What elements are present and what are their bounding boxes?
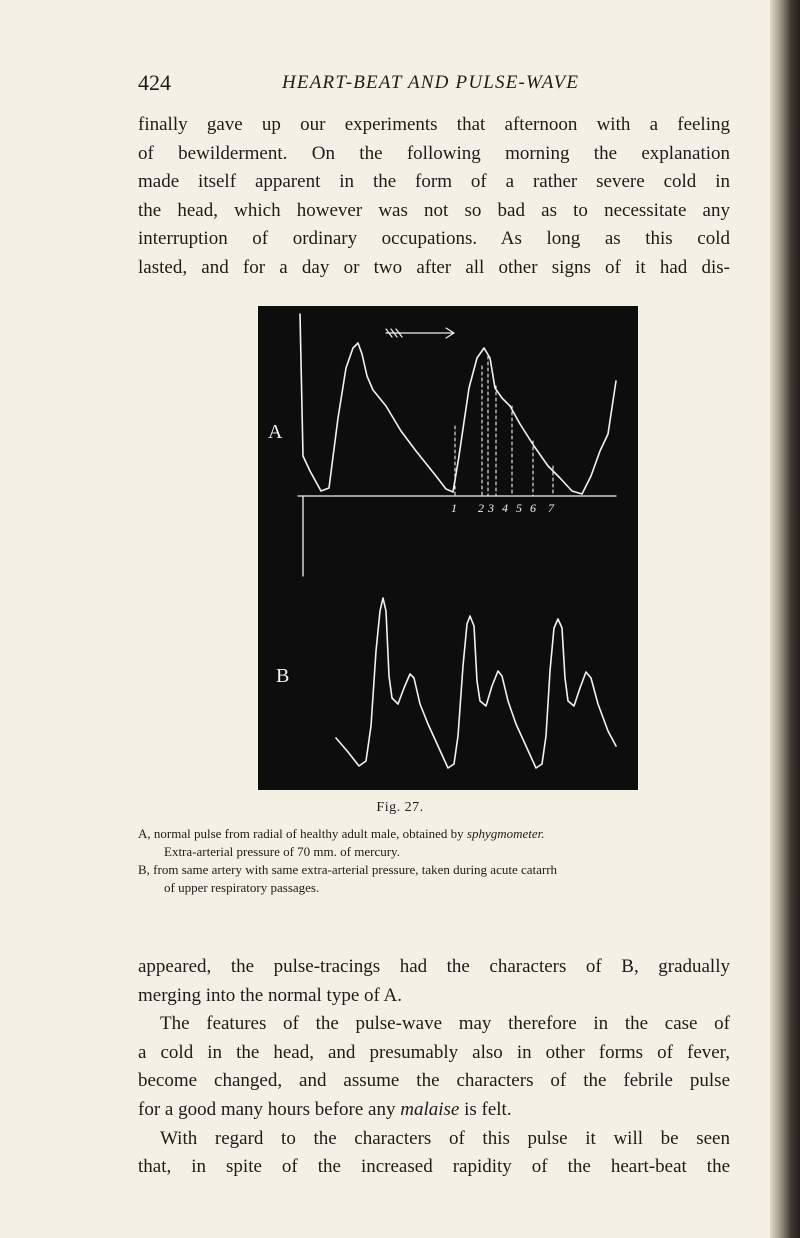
tick-label-3: 3 <box>488 501 494 515</box>
text-line: become changed, and assume the characters of the febrile pulse <box>138 1070 730 1092</box>
caption-a-italic: sphygmometer. <box>466 826 545 841</box>
caption-b-line2: of upper respiratory passages. <box>164 880 320 895</box>
tick-label-7: 7 <box>548 501 554 515</box>
page-edge-shadow <box>770 0 800 1238</box>
label-b: B <box>276 665 290 687</box>
tick-label-4: 4 <box>502 501 508 515</box>
tick-label-6: 6 <box>530 501 536 515</box>
tick-label-1: 1 <box>451 501 457 515</box>
label-a: A <box>268 421 283 443</box>
text-line: interruption of ordinary occupations. As long as this cold <box>138 228 730 250</box>
text-line: merging into the normal type of A. <box>138 984 403 1006</box>
text-line: of bewilderment. On the following morning the explanation <box>138 142 730 164</box>
body-paragraph-bottom <box>138 953 730 1182</box>
caption-a <box>138 825 738 861</box>
text-line: a cold in the head, and presumably also in other forms of fever, <box>138 1041 730 1063</box>
direction-arrow-icon <box>386 328 454 338</box>
tracing-a <box>300 314 616 494</box>
running-title: HEART-BEAT AND PULSE-WAVE <box>282 72 580 93</box>
text-line: The features of the pulse-wave may therefore in the case of <box>160 1013 730 1035</box>
text-line: With regard to the characters of this pulse it will be seen <box>160 1127 730 1149</box>
text-line: the head, which however was not so bad as to necessitate any <box>138 199 730 221</box>
text-line: lasted, and for a day or two after all other signs of it had dis- <box>138 256 730 278</box>
italic-word: malaise <box>400 1098 460 1120</box>
tracing-b <box>336 598 616 768</box>
caption-a-line2: Extra-arterial pressure of 70 mm. of mercury. <box>164 844 400 859</box>
pulse-tracing-figure <box>258 306 638 790</box>
text-line-with-italic: for a good many hours before any malaise is felt. <box>138 1098 512 1120</box>
caption-b-line1: B, from same artery with same extra-arterial pressure, taken during acute catarrh <box>138 862 558 877</box>
page-number: 424 <box>138 70 171 95</box>
figure-caption-title: Fig. 27. <box>376 800 424 815</box>
page-header <box>0 70 760 100</box>
text-line: finally gave up our experiments that afternoon with a feeling <box>138 114 730 135</box>
text-line: appeared, the pulse-tracings had the characters of B, gradually <box>138 956 730 977</box>
tick-label-5: 5 <box>516 501 522 515</box>
caption-a-text: A, normal pulse from radial of healthy adult male, obtained by <box>138 826 467 841</box>
text-line: made itself apparent in the form of a rather severe cold in <box>138 171 730 193</box>
tick-label-2: 2 <box>478 501 484 515</box>
text-line: that, in spite of the increased rapidity of the heart-beat the <box>138 1156 730 1178</box>
caption-b <box>138 861 738 897</box>
body-paragraph-top <box>138 111 730 283</box>
